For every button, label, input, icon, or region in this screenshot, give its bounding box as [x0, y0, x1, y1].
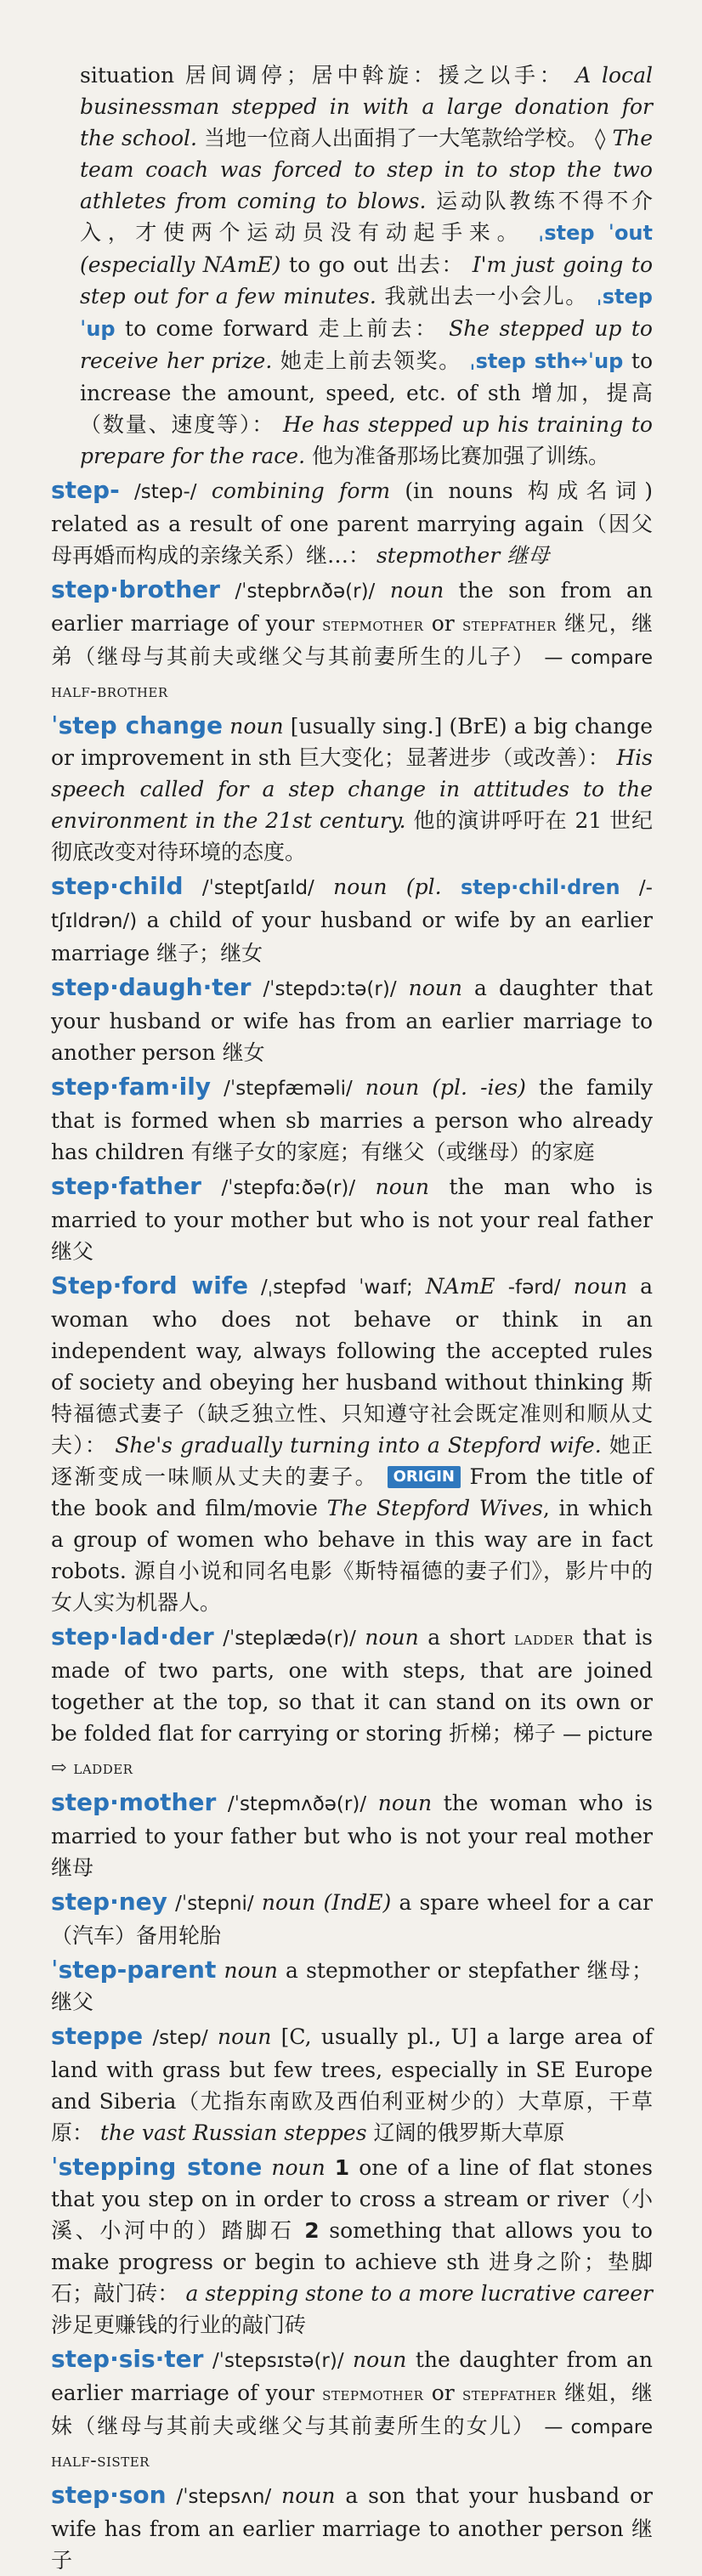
example-translation: 运动队教练不得不介入，才使两个运动员没有动起手来。 — [80, 189, 653, 245]
entry-step-parent — [51, 1954, 653, 2018]
headword: step- — [51, 476, 120, 504]
example-sentence: His speech called for a step change in attitudes to the environment in the 21st century. — [51, 745, 653, 833]
entry-stepford-wife — [51, 1270, 653, 1618]
pronunciation: /ˈstepni/ — [175, 1893, 254, 1915]
example-translation: 她走上前去领奖。 — [280, 348, 461, 373]
part-of-speech: combining form — [211, 478, 391, 503]
pronunciation: /ˈstepfɑːðə(r)/ — [221, 1177, 356, 1199]
origin-text: , in which a group of women who behave in this way are in fact robots. 源自小说和同名电影《斯特福德的妻子们》，影片中的女人实为机器人。 — [51, 1496, 653, 1615]
headword: step·child — [51, 872, 184, 900]
cross-reference-link[interactable]: stepmother — [322, 614, 424, 636]
part-of-speech: noun — [408, 976, 462, 1000]
definition-translation: 继姐，继妹（继母与其前夫或继父与其前妻所生的女儿） — [51, 2381, 654, 2438]
definition-text: the woman who is married to your father but who is not your real mother 继母 — [51, 1791, 654, 1880]
headword: Step·ford wife — [51, 1271, 248, 1299]
pronunciation: /ˈsteptʃaɪld/ — [201, 877, 314, 899]
definition-text: the man who is married to your mother but who is not your real father 继父 — [51, 1175, 654, 1264]
pronunciation-variant: -fərd/ — [507, 1277, 561, 1299]
part-of-speech: noun — [261, 1890, 316, 1915]
pronunciation: /ˈstepfæməli/ — [224, 1078, 353, 1100]
part-of-speech: noun — [224, 1958, 278, 1983]
definition-text: to increase the amount, speed, etc. of sth 增加，提高（数量、速度等）： — [80, 348, 654, 437]
phrasal-verb-step-out: ˌstep ˈout — [537, 221, 653, 245]
entry-step-prefix — [51, 474, 653, 571]
grammar-label: (especially NAmE) — [80, 252, 281, 277]
example-sentence: The team coach was forced to step in to stop the two athletes from coming to blows. — [80, 126, 654, 213]
grammar-label: [C, usually pl., U] — [280, 2024, 478, 2049]
part-of-speech: noun — [377, 1791, 433, 1815]
entry-stepsister — [51, 2343, 653, 2477]
plural-label: (pl. -ies) — [432, 1075, 526, 1100]
definition-text: something that allows you to make progress or begin to achieve sth 进身之阶；垫脚石；敲门砖： — [51, 2218, 653, 2306]
pronunciation: /step-/ — [134, 481, 197, 503]
headword: steppe — [51, 2022, 144, 2050]
definition-text: or — [431, 2381, 455, 2405]
pronunciation: /ˈstepdɔːtə(r)/ — [263, 978, 397, 1000]
plural-label: (pl. — [405, 875, 442, 899]
entry-stepfamily — [51, 1071, 653, 1168]
pronunciation: /ˌstepfəd ˈwaɪf; — [261, 1277, 413, 1299]
part-of-speech: noun — [365, 1625, 419, 1650]
example-sentence: He has stepped up his training to prepare for the race. — [80, 412, 653, 468]
pronunciation: /step/ — [152, 2027, 208, 2049]
cross-reference-link[interactable]: ladder — [73, 1758, 133, 1779]
definition-text: the son from an earlier marriage of your — [51, 578, 654, 636]
example-sentence: a stepping stone to a more lucrative career — [185, 2281, 653, 2306]
entry-stepbrother — [51, 574, 653, 707]
headword: ˈstepping stone — [51, 2153, 263, 2181]
pronunciation: /ˈstepsɪstə(r)/ — [212, 2350, 344, 2372]
headword: step·daugh·ter — [51, 973, 252, 1001]
picture-label: — picture — [563, 1724, 653, 1746]
entry-stepdaughter — [51, 971, 653, 1068]
cross-reference-link[interactable]: stepfather — [462, 2384, 557, 2405]
variety-label: (IndE) — [323, 1890, 392, 1915]
definition-text: a child of your husband or wife by an earlier marriage 继子；继女 — [51, 908, 654, 965]
definition-text: to come forward 走上前去： — [125, 316, 439, 341]
example-translation: 当地一位商人出面捐了一大笔款给学校。 — [204, 126, 588, 150]
entry-stepping-stone — [51, 2151, 653, 2341]
cross-reference-link[interactable]: stepfather — [462, 614, 557, 636]
entry-steppe — [51, 2020, 653, 2149]
grammar-label: [usually sing.] (BrE) — [290, 714, 507, 739]
cross-reference-link[interactable]: half-sister — [51, 2450, 150, 2471]
cross-reference-link[interactable]: ladder — [514, 1628, 575, 1650]
part-of-speech: noun — [271, 2155, 326, 2180]
part-of-speech: noun — [375, 1175, 429, 1199]
part-of-speech: noun — [573, 1274, 628, 1299]
part-of-speech: noun — [353, 2347, 407, 2372]
definition-text: a large area of land with grass but few trees, especially in SE Europe and Siberia（尤指东南欧及西伯利亚树少的）大草原，干草原： — [51, 2024, 653, 2145]
part-of-speech: noun — [365, 1075, 420, 1100]
example-sentence: She stepped up to receive her prize. — [80, 316, 653, 373]
definition-text: to go out 出去： — [289, 252, 465, 277]
example-sentence: She's gradually turning into a Stepford wife. — [115, 1433, 602, 1458]
definition-text: (in nouns 构成名词) related as a result of one parent marrying again（因父母再婚而构成的亲缘关系）继…： — [51, 478, 653, 568]
example-translation: 他为准备那场比赛加强了训练。 — [312, 444, 610, 468]
origin-badge: ORIGIN — [388, 1466, 461, 1488]
definition-text: a son that your husband or wife has from an earlier marriage to another person 继子 — [51, 2483, 654, 2573]
cross-reference-link[interactable]: half-brother — [51, 681, 168, 702]
headword: ˈstep-parent — [51, 1956, 217, 1984]
example-translation: 她正逐渐变成一味顺从丈夫的妻子。 — [51, 1433, 653, 1489]
sense-number: 2 — [304, 2218, 320, 2243]
headword: step·brother — [51, 575, 220, 603]
headword: step·father — [51, 1172, 201, 1200]
plural-form: step·chil·dren — [460, 875, 620, 899]
definition-text: or — [431, 611, 455, 636]
headword: step·sis·ter — [51, 2345, 204, 2373]
diamond-marker-icon: ◊ — [595, 126, 606, 150]
example-sentence: the vast Russian steppes — [99, 2120, 367, 2145]
phrasal-verb-step-sth-up: ˌstep sth↔ˈup — [469, 349, 624, 373]
origin-title: The Stepford Wives — [326, 1496, 543, 1520]
part-of-speech: noun — [229, 714, 284, 739]
compare-label: — compare — [544, 2417, 653, 2438]
definition-text: situation 居间调停；居中斡旋：援之以手： — [80, 63, 565, 88]
headword: step·mother — [51, 1788, 217, 1816]
pronunciation: /ˈsteplædə(r)/ — [223, 1628, 356, 1650]
pronunciation: /ˈstepmʌðə(r)/ — [227, 1793, 367, 1815]
entry-stepson — [51, 2479, 653, 2576]
example-translation: 我就出去一小会儿。 — [384, 284, 588, 309]
example-sentence: stepmother 继母 — [376, 543, 550, 568]
definition-text: one of a line of flat stones that you step on in order to cross a stream or river（小溪、小河中的）踏脚石 — [51, 2155, 653, 2243]
pronunciation: /ˈstepsʌn/ — [176, 2486, 272, 2508]
cross-reference-link[interactable]: stepmother — [322, 2384, 424, 2405]
pronunciation: /ˈstepbrʌðə(r)/ — [235, 580, 376, 603]
arrow-right-icon: ⇨ — [51, 1758, 67, 1779]
example-translation: 辽阔的俄罗斯大草原 — [373, 2120, 565, 2145]
example-translation: 涉足更赚钱的行业的敲门砖 — [51, 2313, 307, 2337]
entry-step-phrasal-verbs-continued — [51, 59, 653, 472]
part-of-speech: noun — [389, 578, 444, 603]
definition-text: a spare wheel for a car（汽车）备用轮胎 — [51, 1890, 653, 1948]
origin-text: From the title of the book and film/movie — [51, 1464, 653, 1520]
entry-step-change — [51, 710, 653, 868]
definition-text: the family that is formed when sb marries a person who already has children 有继子女的家庭；有继父（或继母）的家庭 — [51, 1075, 654, 1164]
part-of-speech: noun — [333, 875, 388, 899]
definition-text: a stepmother or stepfather 继母；继父 — [51, 1958, 653, 2014]
entry-stepchild — [51, 870, 653, 969]
entry-stepfather — [51, 1170, 653, 1267]
example-sentence: I'm just going to step out for a few minutes. — [80, 252, 653, 309]
definition-text: a daughter that your husband or wife has from an earlier marriage to another person 继女 — [51, 976, 654, 1065]
definition-text: a short — [427, 1625, 506, 1650]
headword: ˈstep change — [51, 711, 224, 739]
headword: step·son — [51, 2481, 167, 2509]
definition-translation: 继兄，继弟（继母与其前夫或继父与其前妻所生的儿子） — [51, 611, 654, 669]
example-sentence: A local businessman stepped in with a large donation for the school. — [80, 63, 653, 150]
phrasal-verbs-block — [80, 59, 653, 472]
definition-text: that is made of two parts, one with steps, that are joined together at the top, so that it can stand on its own or be folded flat for carrying or storing 折梯；梯子 — [51, 1625, 653, 1746]
plural-pronunciation: /-tʃɪldrən/) — [51, 877, 653, 932]
definition-text: a woman who does not behave or think in an independent way, always following the accepted rules of society and obeying her husband without thinking 斯特福德式妻子（缺乏独立性、只知遵守社会既定准则和顺从丈夫）： — [51, 1274, 654, 1458]
entry-stepladder — [51, 1621, 653, 1784]
sense-number: 1 — [334, 2155, 350, 2180]
headword: step·ney — [51, 1888, 167, 1916]
definition-text: a big change or improvement in sth 巨大变化；显著进步（或改善）： — [51, 714, 653, 770]
phrasal-verb-step-up: ˌstep ˈup — [80, 285, 653, 341]
headword: step·lad·der — [51, 1622, 214, 1650]
headword: step·fam·ily — [51, 1073, 212, 1101]
example-translation: 他的演讲呼吁在 21 世纪彻底改变对待环境的态度。 — [51, 808, 653, 864]
entry-stepmother — [51, 1786, 653, 1883]
compare-label: — compare — [544, 648, 653, 669]
definition-text: the daughter from an earlier marriage of your — [51, 2347, 654, 2405]
part-of-speech: noun — [281, 2483, 336, 2508]
part-of-speech: noun — [218, 2024, 272, 2049]
entry-stepney — [51, 1886, 653, 1951]
variety-label: NAmE — [425, 1274, 495, 1299]
